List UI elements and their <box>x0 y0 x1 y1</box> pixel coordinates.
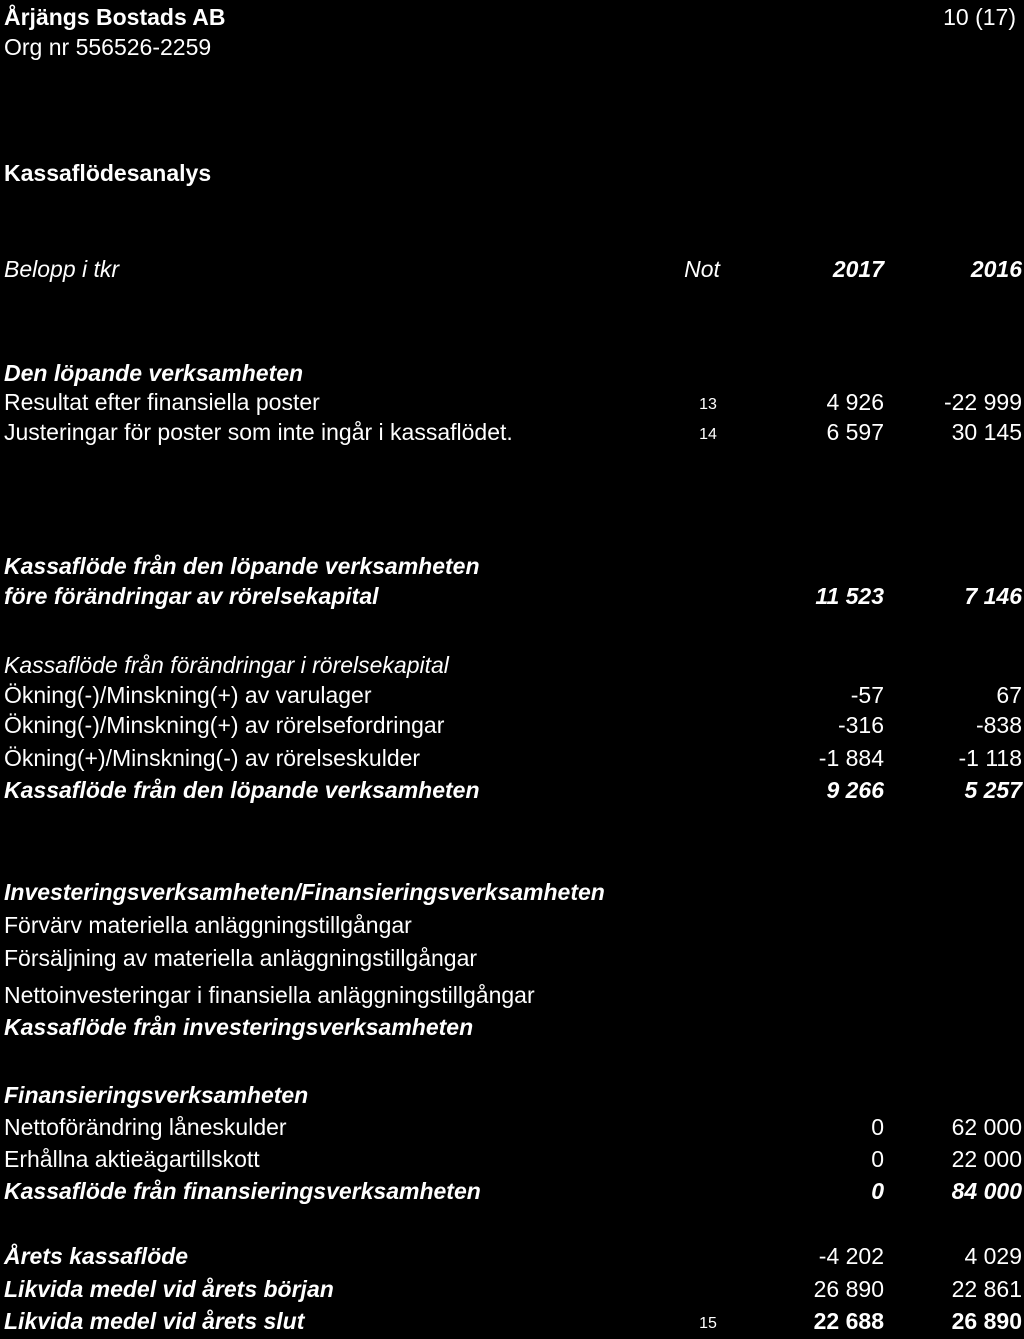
row-value-2017: -4 202 <box>818 1243 884 1269</box>
table-row <box>0 1178 1024 1208</box>
row-note: 13 <box>699 396 717 413</box>
row-label: Försäljning av materiella anläggningstillgångar <box>4 945 478 971</box>
row-value-2016: -22 999 <box>943 389 1022 415</box>
row-label: Ökning(-)/Minskning(+) av varulager <box>4 682 372 708</box>
page-number: 10 (17) <box>943 4 1016 30</box>
row-label: Justeringar för poster som inte ingår i kassaflödet. <box>4 419 513 445</box>
table-row <box>0 1276 1024 1306</box>
row-value-2017: 0 <box>871 1146 884 1172</box>
row-value-2016: 5 257 <box>964 777 1022 803</box>
column-header-2016: 2016 <box>970 256 1022 282</box>
row-value-2017: 22 688 <box>813 1308 884 1334</box>
table-row <box>0 1082 1024 1112</box>
table-row <box>0 682 1024 712</box>
row-value-2017: -57 <box>850 682 884 708</box>
table-row <box>0 652 1024 682</box>
row-label: Kassaflöde från förändringar i rörelsekapital <box>4 652 449 678</box>
row-label: Investeringsverksamheten/Finansieringsverksamheten <box>4 879 605 905</box>
table-row <box>0 1146 1024 1176</box>
row-label: före förändringar av rörelsekapital <box>4 583 379 609</box>
table-row <box>0 360 1024 390</box>
table-row <box>0 745 1024 775</box>
row-label: Resultat efter finansiella poster <box>4 389 320 415</box>
row-value-2017: 0 <box>871 1114 884 1140</box>
row-label: Kassaflöde från den löpande verksamheten <box>4 553 480 579</box>
row-label: Nettoförändring låneskulder <box>4 1114 287 1140</box>
column-header-2017: 2017 <box>832 256 884 282</box>
row-note: 14 <box>699 426 717 443</box>
table-row <box>0 553 1024 583</box>
column-header-label: Belopp i tkr <box>4 256 120 282</box>
column-header-note: Not <box>684 256 720 282</box>
row-value-2016: 4 029 <box>964 1243 1022 1269</box>
table-row <box>0 583 1024 613</box>
row-value-2017: 0 <box>871 1178 884 1204</box>
row-label: Erhållna aktieägartillskott <box>4 1146 260 1172</box>
table-row <box>0 945 1024 975</box>
table-row <box>0 1114 1024 1144</box>
row-label: Likvida medel vid årets slut <box>4 1308 305 1334</box>
row-value-2016: 26 890 <box>951 1308 1022 1334</box>
row-value-2016: 30 145 <box>951 419 1022 445</box>
row-value-2016: 22 000 <box>951 1146 1022 1172</box>
row-label: Den löpande verksamheten <box>4 360 304 386</box>
table-row <box>0 1243 1024 1273</box>
row-value-2016: 84 000 <box>951 1178 1022 1204</box>
row-value-2016: -838 <box>975 712 1022 738</box>
row-value-2017: 4 926 <box>826 389 884 415</box>
row-value-2016: 67 <box>996 682 1022 708</box>
row-label: Likvida medel vid årets början <box>4 1276 334 1302</box>
column-header-row <box>0 256 1024 286</box>
row-value-2017: 9 266 <box>826 777 884 803</box>
row-value-2017: 26 890 <box>813 1276 884 1302</box>
row-label: Nettoinvesteringar i finansiella anläggningstillgångar <box>4 982 535 1008</box>
row-value-2017: -316 <box>837 712 884 738</box>
row-label: Kassaflöde från finansieringsverksamheten <box>4 1178 481 1204</box>
table-row <box>0 712 1024 742</box>
row-note: 15 <box>699 1315 717 1332</box>
table-row <box>0 389 1024 419</box>
row-label: Kassaflöde från investeringsverksamheten <box>4 1014 474 1040</box>
row-label: Finansieringsverksamheten <box>4 1082 309 1108</box>
table-row <box>0 419 1024 449</box>
table-row <box>0 912 1024 942</box>
company-name: Årjängs Bostads AB <box>4 4 226 30</box>
table-row <box>0 1308 1024 1338</box>
row-label: Årets kassaflöde <box>4 1243 189 1269</box>
row-label: Kassaflöde från den löpande verksamheten <box>4 777 480 803</box>
row-value-2017: -1 884 <box>818 745 884 771</box>
row-value-2016: -1 118 <box>958 745 1022 771</box>
row-value-2016: 7 146 <box>964 583 1022 609</box>
row-label: Förvärv materiella anläggningstillgångar <box>4 912 412 938</box>
row-label: Ökning(+)/Minskning(-) av rörelseskulder <box>4 745 421 771</box>
row-label: Ökning(-)/Minskning(+) av rörelsefordringar <box>4 712 445 738</box>
table-row <box>0 1014 1024 1044</box>
table-row <box>0 982 1024 1012</box>
table-row <box>0 777 1024 807</box>
row-value-2017: 11 523 <box>815 583 884 609</box>
row-value-2016: 22 861 <box>951 1276 1022 1302</box>
row-value-2016: 62 000 <box>951 1114 1022 1140</box>
row-value-2017: 6 597 <box>826 419 884 445</box>
document-title: Kassaflödesanalys <box>4 160 212 186</box>
org-number: Org nr 556526-2259 <box>4 34 212 60</box>
table-row <box>0 879 1024 909</box>
